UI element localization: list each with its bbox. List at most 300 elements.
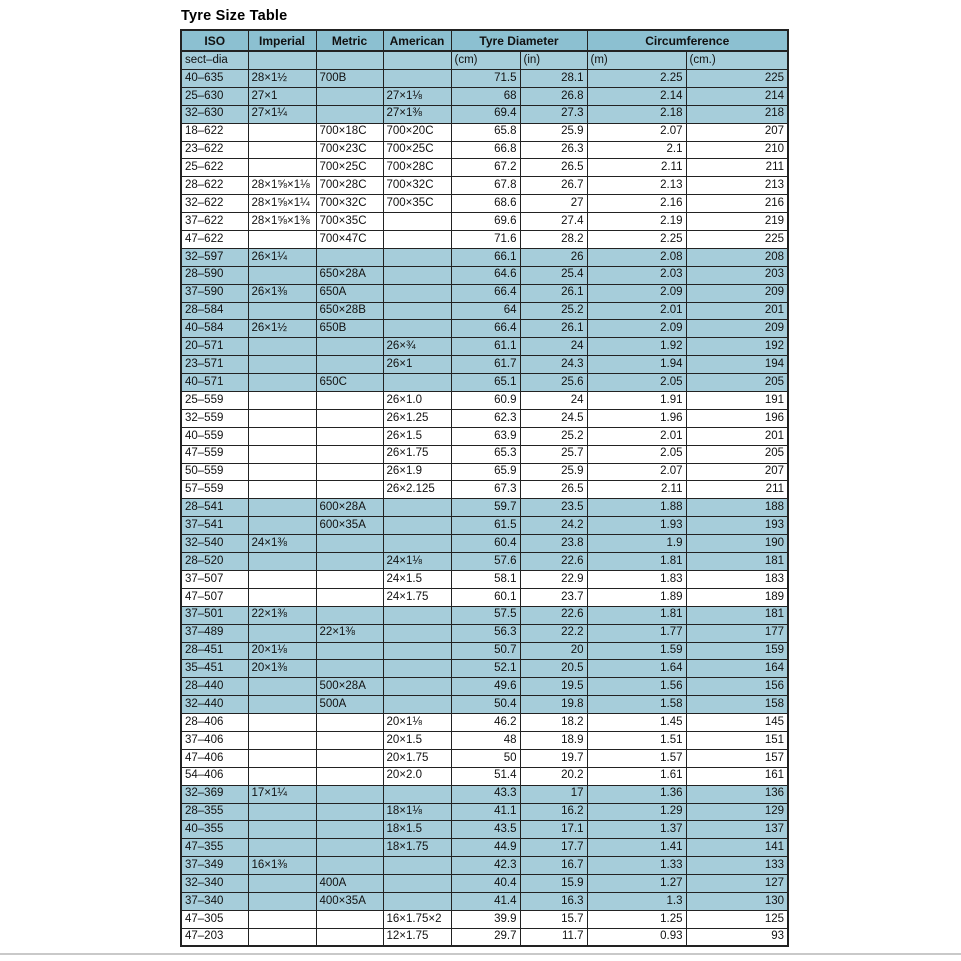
cell-metric: 400A — [316, 875, 383, 893]
cell-diameter-cm: 69.6 — [451, 213, 520, 231]
cell-circumference-m: 1.41 — [587, 839, 686, 857]
cell-american — [383, 70, 451, 88]
cell-imperial — [248, 839, 316, 857]
cell-circumference-cm: 213 — [686, 177, 788, 195]
cell-american: 26×1.25 — [383, 409, 451, 427]
units-american — [383, 51, 451, 70]
cell-iso: 32–369 — [181, 785, 248, 803]
cell-diameter-cm: 69.4 — [451, 105, 520, 123]
cell-metric — [316, 427, 383, 445]
table-row — [181, 749, 788, 767]
tyre-size-table — [180, 29, 789, 947]
cell-metric: 650×28B — [316, 302, 383, 320]
cell-diameter-in: 26.7 — [520, 177, 587, 195]
cell-diameter-cm: 64.6 — [451, 266, 520, 284]
cell-imperial — [248, 678, 316, 696]
cell-circumference-cm: 207 — [686, 123, 788, 141]
cell-american: 20×1.75 — [383, 749, 451, 767]
table-row — [181, 409, 788, 427]
cell-american — [383, 624, 451, 642]
cell-iso: 47–622 — [181, 231, 248, 249]
cell-circumference-m: 1.9 — [587, 535, 686, 553]
cell-circumference-cm: 211 — [686, 159, 788, 177]
table-body — [181, 70, 788, 947]
cell-metric — [316, 356, 383, 374]
table-row — [181, 266, 788, 284]
cell-circumference-cm: 207 — [686, 463, 788, 481]
cell-circumference-m: 2.01 — [587, 302, 686, 320]
cell-metric: 500A — [316, 696, 383, 714]
cell-imperial — [248, 266, 316, 284]
cell-american: 26×1.9 — [383, 463, 451, 481]
cell-diameter-in: 16.3 — [520, 892, 587, 910]
cell-circumference-m: 2.09 — [587, 320, 686, 338]
cell-iso: 50–559 — [181, 463, 248, 481]
units-row — [181, 51, 788, 70]
cell-iso: 40–571 — [181, 374, 248, 392]
cell-diameter-cm: 61.5 — [451, 517, 520, 535]
cell-iso: 57–559 — [181, 481, 248, 499]
cell-circumference-m: 1.37 — [587, 821, 686, 839]
cell-circumference-cm: 203 — [686, 266, 788, 284]
cell-diameter-in: 18.9 — [520, 731, 587, 749]
cell-iso: 47–203 — [181, 928, 248, 946]
table-row — [181, 320, 788, 338]
cell-imperial — [248, 409, 316, 427]
cell-diameter-cm: 62.3 — [451, 409, 520, 427]
table-row — [181, 910, 788, 928]
cell-circumference-cm: 141 — [686, 839, 788, 857]
cell-circumference-cm: 209 — [686, 284, 788, 302]
cell-american — [383, 213, 451, 231]
cell-metric — [316, 248, 383, 266]
cell-imperial — [248, 374, 316, 392]
cell-iso: 37–406 — [181, 731, 248, 749]
cell-diameter-in: 24.3 — [520, 356, 587, 374]
cell-diameter-in: 23.7 — [520, 588, 587, 606]
cell-circumference-cm: 201 — [686, 427, 788, 445]
cell-diameter-cm: 67.8 — [451, 177, 520, 195]
cell-imperial: 22×1⅜ — [248, 606, 316, 624]
header-row — [181, 30, 788, 51]
cell-circumference-m: 2.25 — [587, 231, 686, 249]
cell-metric — [316, 105, 383, 123]
cell-circumference-m: 1.92 — [587, 338, 686, 356]
cell-circumference-cm: 190 — [686, 535, 788, 553]
cell-circumference-m: 1.96 — [587, 409, 686, 427]
cell-diameter-in: 27.3 — [520, 105, 587, 123]
cell-circumference-cm: 181 — [686, 606, 788, 624]
cell-circumference-cm: 191 — [686, 392, 788, 410]
col-header-metric: Metric — [316, 30, 383, 51]
cell-metric — [316, 660, 383, 678]
cell-diameter-in: 16.7 — [520, 857, 587, 875]
cell-diameter-cm: 60.1 — [451, 588, 520, 606]
cell-metric: 700×32C — [316, 195, 383, 213]
cell-diameter-in: 27.4 — [520, 213, 587, 231]
cell-metric: 650A — [316, 284, 383, 302]
cell-american: 20×1⅛ — [383, 714, 451, 732]
cell-circumference-cm: 161 — [686, 767, 788, 785]
cell-diameter-cm: 52.1 — [451, 660, 520, 678]
cell-iso: 40–635 — [181, 70, 248, 88]
col-header-circumference: Circumference — [587, 30, 788, 51]
table-row — [181, 892, 788, 910]
cell-diameter-in: 22.6 — [520, 606, 587, 624]
cell-metric — [316, 749, 383, 767]
table-row — [181, 70, 788, 88]
table-row — [181, 570, 788, 588]
cell-circumference-m: 2.01 — [587, 427, 686, 445]
cell-circumference-cm: 192 — [686, 338, 788, 356]
cell-diameter-in: 20 — [520, 642, 587, 660]
cell-iso: 32–622 — [181, 195, 248, 213]
table-row — [181, 785, 788, 803]
table-row — [181, 177, 788, 195]
cell-diameter-in: 18.2 — [520, 714, 587, 732]
cell-iso: 40–559 — [181, 427, 248, 445]
cell-imperial — [248, 517, 316, 535]
cell-diameter-cm: 57.6 — [451, 553, 520, 571]
table-row — [181, 642, 788, 660]
cell-diameter-in: 26.3 — [520, 141, 587, 159]
table-row — [181, 159, 788, 177]
table-row — [181, 338, 788, 356]
cell-metric: 22×1⅜ — [316, 624, 383, 642]
cell-imperial: 26×1½ — [248, 320, 316, 338]
cell-metric — [316, 785, 383, 803]
table-row — [181, 839, 788, 857]
col-header-tyre-diameter: Tyre Diameter — [451, 30, 587, 51]
cell-diameter-in: 19.5 — [520, 678, 587, 696]
cell-diameter-cm: 29.7 — [451, 928, 520, 946]
table-row — [181, 767, 788, 785]
cell-metric — [316, 409, 383, 427]
cell-diameter-cm: 44.9 — [451, 839, 520, 857]
cell-diameter-in: 28.2 — [520, 231, 587, 249]
cell-circumference-m: 1.57 — [587, 749, 686, 767]
table-row — [181, 213, 788, 231]
cell-circumference-cm: 205 — [686, 374, 788, 392]
cell-circumference-cm: 210 — [686, 141, 788, 159]
cell-american — [383, 892, 451, 910]
cell-diameter-cm: 66.1 — [451, 248, 520, 266]
cell-diameter-in: 22.9 — [520, 570, 587, 588]
cell-circumference-m: 2.05 — [587, 445, 686, 463]
cell-diameter-in: 26.1 — [520, 284, 587, 302]
cell-american: 27×1⅛ — [383, 87, 451, 105]
cell-iso: 32–540 — [181, 535, 248, 553]
cell-american — [383, 875, 451, 893]
cell-american — [383, 248, 451, 266]
cell-imperial — [248, 445, 316, 463]
cell-imperial — [248, 392, 316, 410]
cell-circumference-cm: 129 — [686, 803, 788, 821]
cell-american — [383, 302, 451, 320]
cell-metric: 650B — [316, 320, 383, 338]
cell-circumference-m: 1.93 — [587, 517, 686, 535]
table-row — [181, 302, 788, 320]
cell-american: 26×¾ — [383, 338, 451, 356]
cell-circumference-m: 2.07 — [587, 123, 686, 141]
cell-diameter-cm: 41.4 — [451, 892, 520, 910]
cell-diameter-in: 25.2 — [520, 302, 587, 320]
cell-diameter-in: 26.5 — [520, 159, 587, 177]
page-divider — [0, 953, 961, 955]
cell-diameter-in: 25.9 — [520, 463, 587, 481]
cell-american — [383, 678, 451, 696]
cell-american — [383, 284, 451, 302]
cell-diameter-in: 23.8 — [520, 535, 587, 553]
cell-metric — [316, 642, 383, 660]
cell-metric — [316, 928, 383, 946]
cell-circumference-m: 1.58 — [587, 696, 686, 714]
cell-iso: 28–541 — [181, 499, 248, 517]
cell-circumference-cm: 205 — [686, 445, 788, 463]
cell-circumference-cm: 208 — [686, 248, 788, 266]
table-row — [181, 248, 788, 266]
cell-iso: 32–340 — [181, 875, 248, 893]
cell-diameter-cm: 39.9 — [451, 910, 520, 928]
cell-metric — [316, 338, 383, 356]
cell-imperial — [248, 928, 316, 946]
cell-iso: 37–541 — [181, 517, 248, 535]
units-metric — [316, 51, 383, 70]
cell-metric — [316, 553, 383, 571]
cell-american: 18×1.5 — [383, 821, 451, 839]
cell-imperial — [248, 481, 316, 499]
cell-american — [383, 266, 451, 284]
cell-circumference-m: 1.77 — [587, 624, 686, 642]
cell-circumference-m: 1.91 — [587, 392, 686, 410]
cell-circumference-m: 2.05 — [587, 374, 686, 392]
cell-circumference-m: 2.19 — [587, 213, 686, 231]
cell-diameter-cm: 68 — [451, 87, 520, 105]
table-row — [181, 588, 788, 606]
cell-circumference-cm: 151 — [686, 731, 788, 749]
cell-circumference-cm: 157 — [686, 749, 788, 767]
table-row — [181, 696, 788, 714]
cell-american: 18×1⅛ — [383, 803, 451, 821]
cell-diameter-cm: 40.4 — [451, 875, 520, 893]
cell-imperial — [248, 767, 316, 785]
cell-diameter-in: 25.2 — [520, 427, 587, 445]
cell-circumference-cm: 183 — [686, 570, 788, 588]
cell-diameter-in: 23.5 — [520, 499, 587, 517]
cell-iso: 23–571 — [181, 356, 248, 374]
cell-circumference-m: 1.81 — [587, 553, 686, 571]
cell-diameter-in: 26.8 — [520, 87, 587, 105]
cell-american — [383, 642, 451, 660]
cell-metric — [316, 392, 383, 410]
cell-metric: 650C — [316, 374, 383, 392]
cell-metric: 700×47C — [316, 231, 383, 249]
cell-american — [383, 696, 451, 714]
cell-circumference-m: 1.36 — [587, 785, 686, 803]
units-circumference-cm: (cm.) — [686, 51, 788, 70]
cell-imperial — [248, 338, 316, 356]
cell-imperial — [248, 803, 316, 821]
cell-metric: 400×35A — [316, 892, 383, 910]
cell-imperial: 20×1⅜ — [248, 660, 316, 678]
cell-diameter-in: 26.5 — [520, 481, 587, 499]
cell-diameter-cm: 49.6 — [451, 678, 520, 696]
table-row — [181, 606, 788, 624]
cell-circumference-cm: 130 — [686, 892, 788, 910]
cell-circumference-m: 2.25 — [587, 70, 686, 88]
cell-iso: 28–355 — [181, 803, 248, 821]
cell-diameter-in: 17.1 — [520, 821, 587, 839]
cell-iso: 37–622 — [181, 213, 248, 231]
cell-circumference-m: 2.16 — [587, 195, 686, 213]
cell-iso: 32–559 — [181, 409, 248, 427]
cell-iso: 37–489 — [181, 624, 248, 642]
cell-circumference-m: 1.83 — [587, 570, 686, 588]
col-header-american: American — [383, 30, 451, 51]
cell-circumference-cm: 188 — [686, 499, 788, 517]
cell-diameter-in: 27 — [520, 195, 587, 213]
cell-imperial: 26×1¼ — [248, 248, 316, 266]
cell-imperial: 17×1¼ — [248, 785, 316, 803]
cell-circumference-m: 1.51 — [587, 731, 686, 749]
cell-diameter-cm: 64 — [451, 302, 520, 320]
cell-circumference-cm: 193 — [686, 517, 788, 535]
cell-american: 20×2.0 — [383, 767, 451, 785]
cell-diameter-cm: 50.4 — [451, 696, 520, 714]
cell-circumference-cm: 164 — [686, 660, 788, 678]
cell-iso: 47–305 — [181, 910, 248, 928]
cell-diameter-cm: 41.1 — [451, 803, 520, 821]
cell-iso: 28–406 — [181, 714, 248, 732]
cell-iso: 37–590 — [181, 284, 248, 302]
table-row — [181, 714, 788, 732]
cell-american: 700×20C — [383, 123, 451, 141]
cell-imperial — [248, 892, 316, 910]
cell-circumference-cm: 225 — [686, 231, 788, 249]
table-row — [181, 857, 788, 875]
cell-imperial: 16×1⅜ — [248, 857, 316, 875]
cell-american — [383, 320, 451, 338]
cell-circumference-m: 1.64 — [587, 660, 686, 678]
cell-imperial — [248, 821, 316, 839]
cell-american: 26×1.5 — [383, 427, 451, 445]
cell-metric — [316, 588, 383, 606]
cell-diameter-in: 19.7 — [520, 749, 587, 767]
cell-american: 26×1 — [383, 356, 451, 374]
cell-circumference-m: 0.93 — [587, 928, 686, 946]
cell-metric — [316, 857, 383, 875]
cell-circumference-m: 1.88 — [587, 499, 686, 517]
table-row — [181, 284, 788, 302]
cell-diameter-cm: 60.9 — [451, 392, 520, 410]
cell-circumference-cm: 156 — [686, 678, 788, 696]
cell-imperial — [248, 463, 316, 481]
cell-american: 700×32C — [383, 177, 451, 195]
cell-diameter-in: 17 — [520, 785, 587, 803]
cell-metric: 600×35A — [316, 517, 383, 535]
cell-iso: 23–622 — [181, 141, 248, 159]
cell-imperial — [248, 714, 316, 732]
cell-diameter-cm: 68.6 — [451, 195, 520, 213]
table-row — [181, 392, 788, 410]
cell-circumference-m: 2.11 — [587, 481, 686, 499]
cell-iso: 28–520 — [181, 553, 248, 571]
cell-iso: 28–590 — [181, 266, 248, 284]
cell-circumference-m: 2.08 — [587, 248, 686, 266]
cell-metric — [316, 463, 383, 481]
cell-diameter-in: 15.9 — [520, 875, 587, 893]
cell-iso: 54–406 — [181, 767, 248, 785]
cell-metric: 650×28A — [316, 266, 383, 284]
cell-diameter-in: 24 — [520, 392, 587, 410]
cell-metric: 500×28A — [316, 678, 383, 696]
cell-diameter-in: 19.8 — [520, 696, 587, 714]
cell-circumference-m: 1.61 — [587, 767, 686, 785]
cell-diameter-cm: 66.8 — [451, 141, 520, 159]
cell-diameter-in: 26 — [520, 248, 587, 266]
table-row — [181, 821, 788, 839]
cell-metric — [316, 481, 383, 499]
cell-american: 700×25C — [383, 141, 451, 159]
cell-iso: 37–507 — [181, 570, 248, 588]
cell-iso: 20–571 — [181, 338, 248, 356]
cell-circumference-cm: 201 — [686, 302, 788, 320]
table-row — [181, 517, 788, 535]
units-sect-dia: sect–dia — [181, 51, 248, 70]
cell-circumference-cm: 145 — [686, 714, 788, 732]
cell-imperial — [248, 749, 316, 767]
cell-american: 18×1.75 — [383, 839, 451, 857]
cell-metric: 700×25C — [316, 159, 383, 177]
cell-metric — [316, 570, 383, 588]
cell-diameter-cm: 43.5 — [451, 821, 520, 839]
cell-iso: 40–355 — [181, 821, 248, 839]
cell-metric — [316, 535, 383, 553]
cell-circumference-m: 1.27 — [587, 875, 686, 893]
cell-metric — [316, 910, 383, 928]
cell-american: 26×2.125 — [383, 481, 451, 499]
table-row — [181, 624, 788, 642]
cell-imperial — [248, 427, 316, 445]
cell-iso: 35–451 — [181, 660, 248, 678]
table-row — [181, 803, 788, 821]
table-row — [181, 195, 788, 213]
cell-imperial — [248, 624, 316, 642]
cell-iso: 47–406 — [181, 749, 248, 767]
cell-circumference-cm: 137 — [686, 821, 788, 839]
cell-circumference-m: 2.11 — [587, 159, 686, 177]
cell-diameter-cm: 61.1 — [451, 338, 520, 356]
cell-diameter-in: 25.7 — [520, 445, 587, 463]
cell-american — [383, 517, 451, 535]
cell-metric — [316, 839, 383, 857]
cell-diameter-in: 11.7 — [520, 928, 587, 946]
cell-american — [383, 231, 451, 249]
cell-imperial: 28×1⅝×1⅜ — [248, 213, 316, 231]
cell-diameter-cm: 42.3 — [451, 857, 520, 875]
cell-diameter-cm: 61.7 — [451, 356, 520, 374]
cell-circumference-m: 2.03 — [587, 266, 686, 284]
cell-iso: 32–597 — [181, 248, 248, 266]
units-diameter-in: (in) — [520, 51, 587, 70]
cell-diameter-cm: 60.4 — [451, 535, 520, 553]
cell-circumference-cm: 216 — [686, 195, 788, 213]
cell-american — [383, 535, 451, 553]
cell-diameter-cm: 66.4 — [451, 284, 520, 302]
cell-imperial — [248, 499, 316, 517]
cell-iso: 28–451 — [181, 642, 248, 660]
cell-metric — [316, 87, 383, 105]
